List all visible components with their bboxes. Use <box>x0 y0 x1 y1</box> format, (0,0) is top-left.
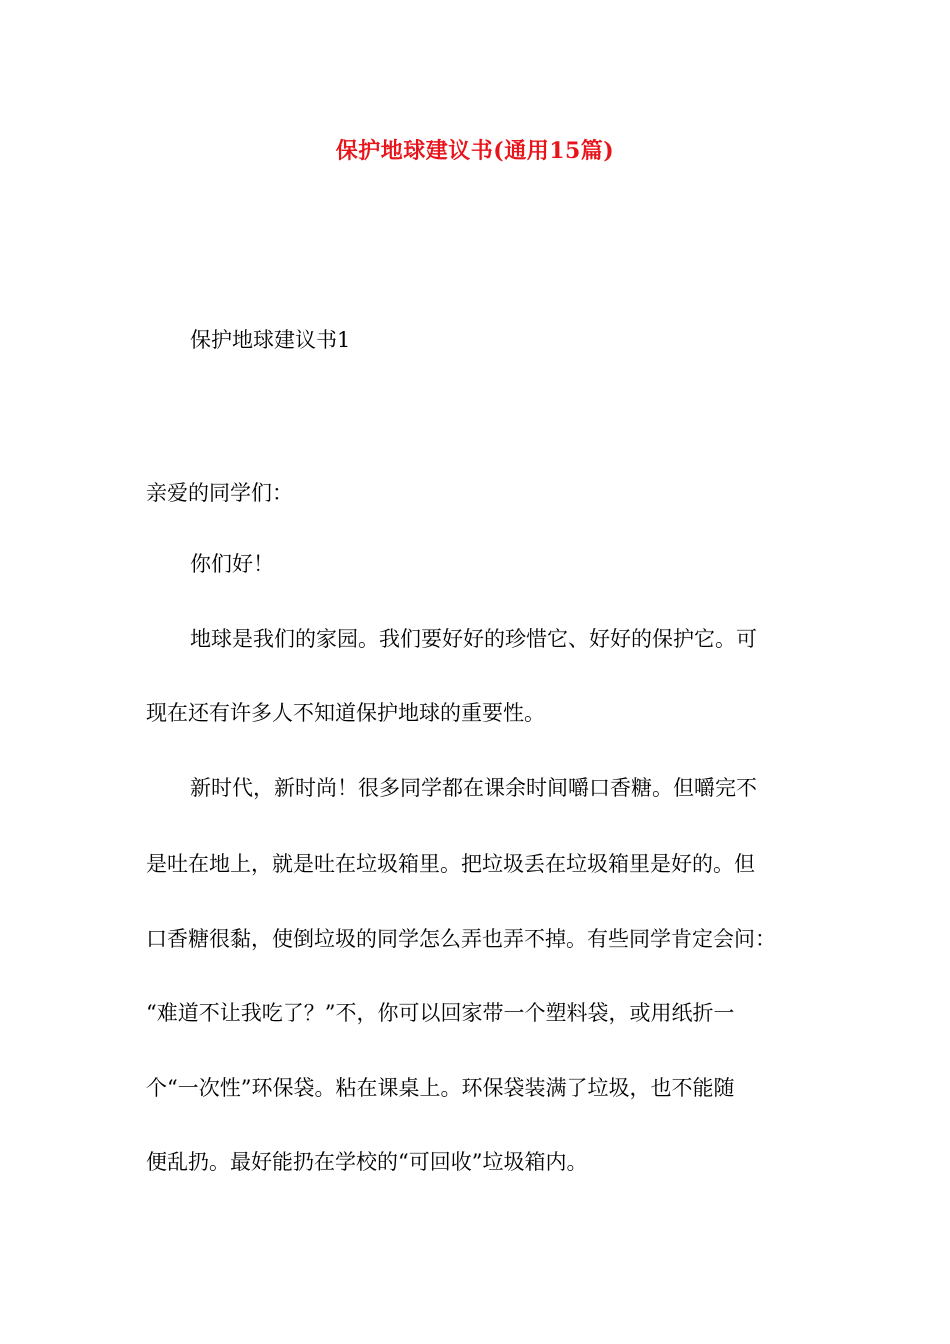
paragraph-line: 是吐在地上，就是吐在垃圾箱里。把垃圾丢在垃圾箱里是好的。但 <box>146 852 755 876</box>
section-heading: 保护地球建议书1 <box>190 328 351 352</box>
paragraph-line: 地球是我们的家园。我们要好好的珍惜它、好好的保护它。可 <box>190 627 757 651</box>
salutation: 亲爱的同学们： <box>146 481 293 505</box>
paragraph-line: 口香糖很黏，使倒垃圾的同学怎么弄也弄不掉。有些同学肯定会问： <box>146 927 776 951</box>
paragraph-line: 现在还有许多人不知道保护地球的重要性。 <box>146 701 545 725</box>
paragraph-line: 新时代，新时尚！很多同学都在课余时间嚼口香糖。但嚼完不 <box>190 776 757 800</box>
paragraph-line: 便乱扔。最好能扔在学校的“可回收”垃圾箱内。 <box>146 1150 588 1174</box>
paragraph-line: 个“一次性”环保袋。粘在课桌上。环保袋装满了垃圾，也不能随 <box>146 1076 735 1100</box>
paragraph-line: “难道不让我吃了？”不，你可以回家带一个塑料袋，或用纸折一 <box>146 1001 735 1025</box>
greeting: 你们好！ <box>190 552 274 576</box>
document-title: 保护地球建议书(通用15篇) <box>335 138 615 164</box>
